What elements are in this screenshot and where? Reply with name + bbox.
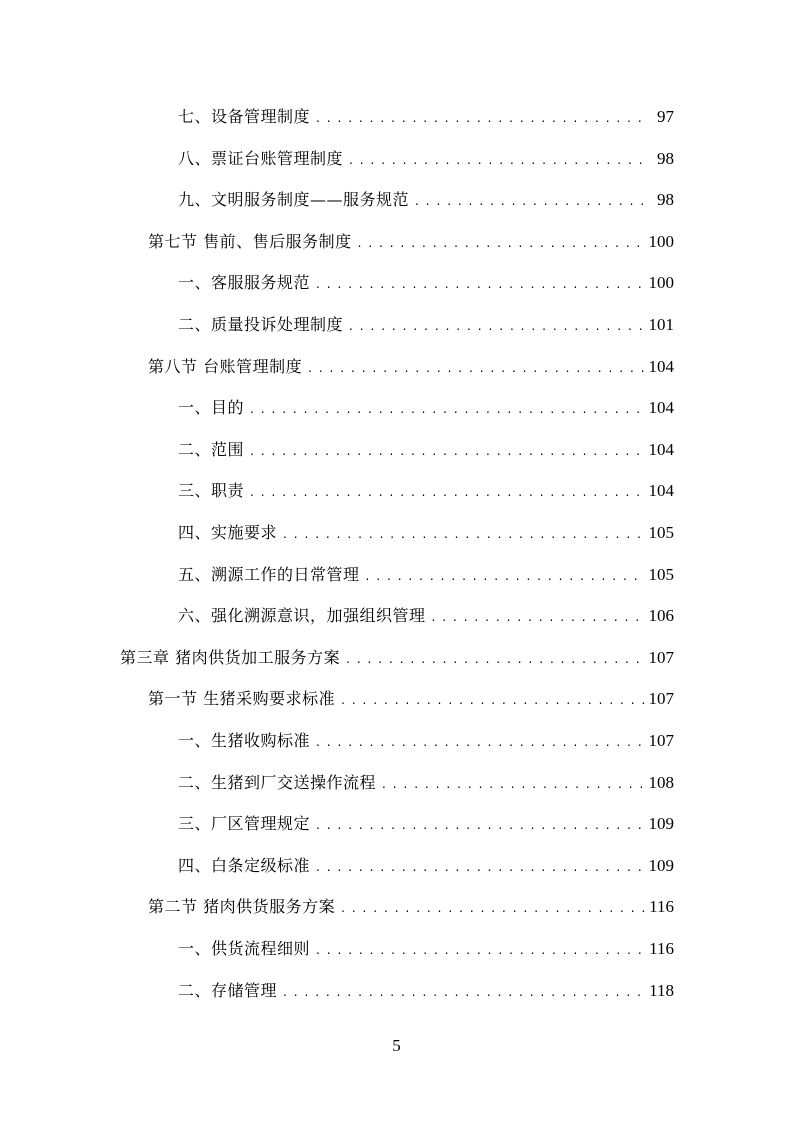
- toc-dot-leader: [283, 518, 644, 548]
- toc-entry[interactable]: [148, 227, 674, 257]
- toc-entry-page-number: 116: [649, 939, 674, 958]
- toc-dot-leader: [316, 268, 644, 298]
- toc-entry[interactable]: [178, 393, 674, 423]
- toc-entry[interactable]: [148, 352, 674, 382]
- toc-entry-page-number: 100: [648, 273, 674, 292]
- toc-entry[interactable]: [178, 185, 674, 215]
- toc-dot-leader: [316, 934, 645, 964]
- toc-entry-page-number: 104: [648, 357, 674, 376]
- toc-entry-page-number: 97: [657, 107, 674, 126]
- toc-entry[interactable]: [178, 518, 674, 548]
- toc-dot-leader: [366, 560, 645, 590]
- toc-entry-title: 八、票证台账管理制度: [178, 149, 344, 168]
- toc-dot-leader: [283, 976, 645, 1006]
- toc-entry-title: 四、实施要求: [178, 523, 278, 542]
- toc-entry-page-number: 118: [649, 981, 674, 1000]
- toc-entry-title: 一、供货流程细则: [178, 939, 311, 958]
- toc-entry-title: 一、生猪收购标准: [178, 731, 311, 750]
- toc-entry-page-number: 109: [648, 856, 674, 875]
- toc-dot-leader: [250, 435, 644, 465]
- toc-entry-page-number: 107: [648, 731, 674, 750]
- toc-entry-title: 一、目的: [178, 398, 245, 417]
- toc-entry-title: 第七节 售前、售后服务制度: [148, 232, 352, 251]
- toc-entry[interactable]: [178, 934, 674, 964]
- toc-entry-title: 一、客服服务规范: [178, 273, 311, 292]
- toc-entry-page-number: 98: [657, 149, 674, 168]
- toc-entry[interactable]: [178, 768, 674, 798]
- toc-dot-leader: [316, 851, 644, 881]
- toc-entry-title: 第一节 生猪采购要求标准: [148, 689, 336, 708]
- toc-dot-leader: [349, 144, 650, 174]
- toc-entry-page-number: 100: [648, 232, 674, 251]
- toc-dot-leader: [341, 892, 645, 922]
- toc-entry[interactable]: [178, 144, 674, 174]
- toc-entry-page-number: 105: [648, 523, 674, 542]
- toc-dot-leader: [250, 476, 644, 506]
- toc-dot-leader: [308, 352, 644, 382]
- toc-entry[interactable]: [178, 268, 674, 298]
- toc-dot-leader: [316, 809, 644, 839]
- toc-entry[interactable]: [120, 643, 674, 673]
- toc-entry[interactable]: [178, 851, 674, 881]
- toc-entry-title: 四、白条定级标准: [178, 856, 311, 875]
- toc-dot-leader: [349, 310, 644, 340]
- toc-entry[interactable]: [178, 976, 674, 1006]
- page-number: 5: [392, 1036, 401, 1055]
- toc-entry-page-number: 106: [648, 606, 674, 625]
- toc-dot-leader: [250, 393, 644, 423]
- toc-entry-page-number: 101: [648, 315, 674, 334]
- toc-entry-title: 二、生猪到厂交送操作流程: [178, 773, 377, 792]
- toc-dot-leader: [316, 102, 650, 132]
- toc-entry-page-number: 104: [648, 440, 674, 459]
- toc-dot-leader: [341, 684, 644, 714]
- toc-entry[interactable]: [178, 601, 674, 631]
- toc-entry[interactable]: [178, 435, 674, 465]
- toc-entry-page-number: 107: [648, 648, 674, 667]
- toc-entry[interactable]: [178, 809, 674, 839]
- toc-entry[interactable]: [178, 560, 674, 590]
- toc-entry-page-number: 98: [657, 190, 674, 209]
- toc-entry-page-number: 104: [648, 481, 674, 500]
- toc-entry-title: 三、厂区管理规定: [178, 814, 311, 833]
- toc-dot-leader: [432, 601, 645, 631]
- toc-entry[interactable]: [178, 102, 674, 132]
- toc-dot-leader: [316, 726, 644, 756]
- toc-entry-title: 五、溯源工作的日常管理: [178, 565, 360, 584]
- toc-entry-page-number: 107: [648, 689, 674, 708]
- toc-entry-title: 第八节 台账管理制度: [148, 357, 303, 376]
- toc-dot-leader: [346, 643, 644, 673]
- toc-entry-title: 三、职责: [178, 481, 245, 500]
- toc-entry-page-number: 116: [649, 897, 674, 916]
- toc-entry[interactable]: [148, 684, 674, 714]
- toc-entry-page-number: 105: [648, 565, 674, 584]
- toc-entry-title: 二、质量投诉处理制度: [178, 315, 344, 334]
- toc-entry-page-number: 104: [648, 398, 674, 417]
- toc-entry[interactable]: [178, 310, 674, 340]
- toc-dot-leader: [415, 185, 650, 215]
- toc-entry-title: 六、强化溯源意识，加强组织管理: [178, 606, 426, 625]
- toc-entry-title: 九、文明服务制度——服务规范: [178, 190, 410, 209]
- toc-entry[interactable]: [148, 892, 674, 922]
- toc-entry[interactable]: [178, 476, 674, 506]
- toc-entry-page-number: 109: [648, 814, 674, 833]
- toc-entry-title: 二、范围: [178, 440, 245, 459]
- toc-dot-leader: [358, 227, 645, 257]
- toc-entry-page-number: 108: [648, 773, 674, 792]
- toc-entry-title: 七、设备管理制度: [178, 107, 311, 126]
- toc-entry-title: 二、存储管理: [178, 981, 278, 1000]
- toc-entry-title: 第二节 猪肉供货服务方案: [148, 897, 336, 916]
- toc-entry[interactable]: [178, 726, 674, 756]
- toc-dot-leader: [382, 768, 644, 798]
- toc-entry-title: 第三章 猪肉供货加工服务方案: [120, 648, 341, 667]
